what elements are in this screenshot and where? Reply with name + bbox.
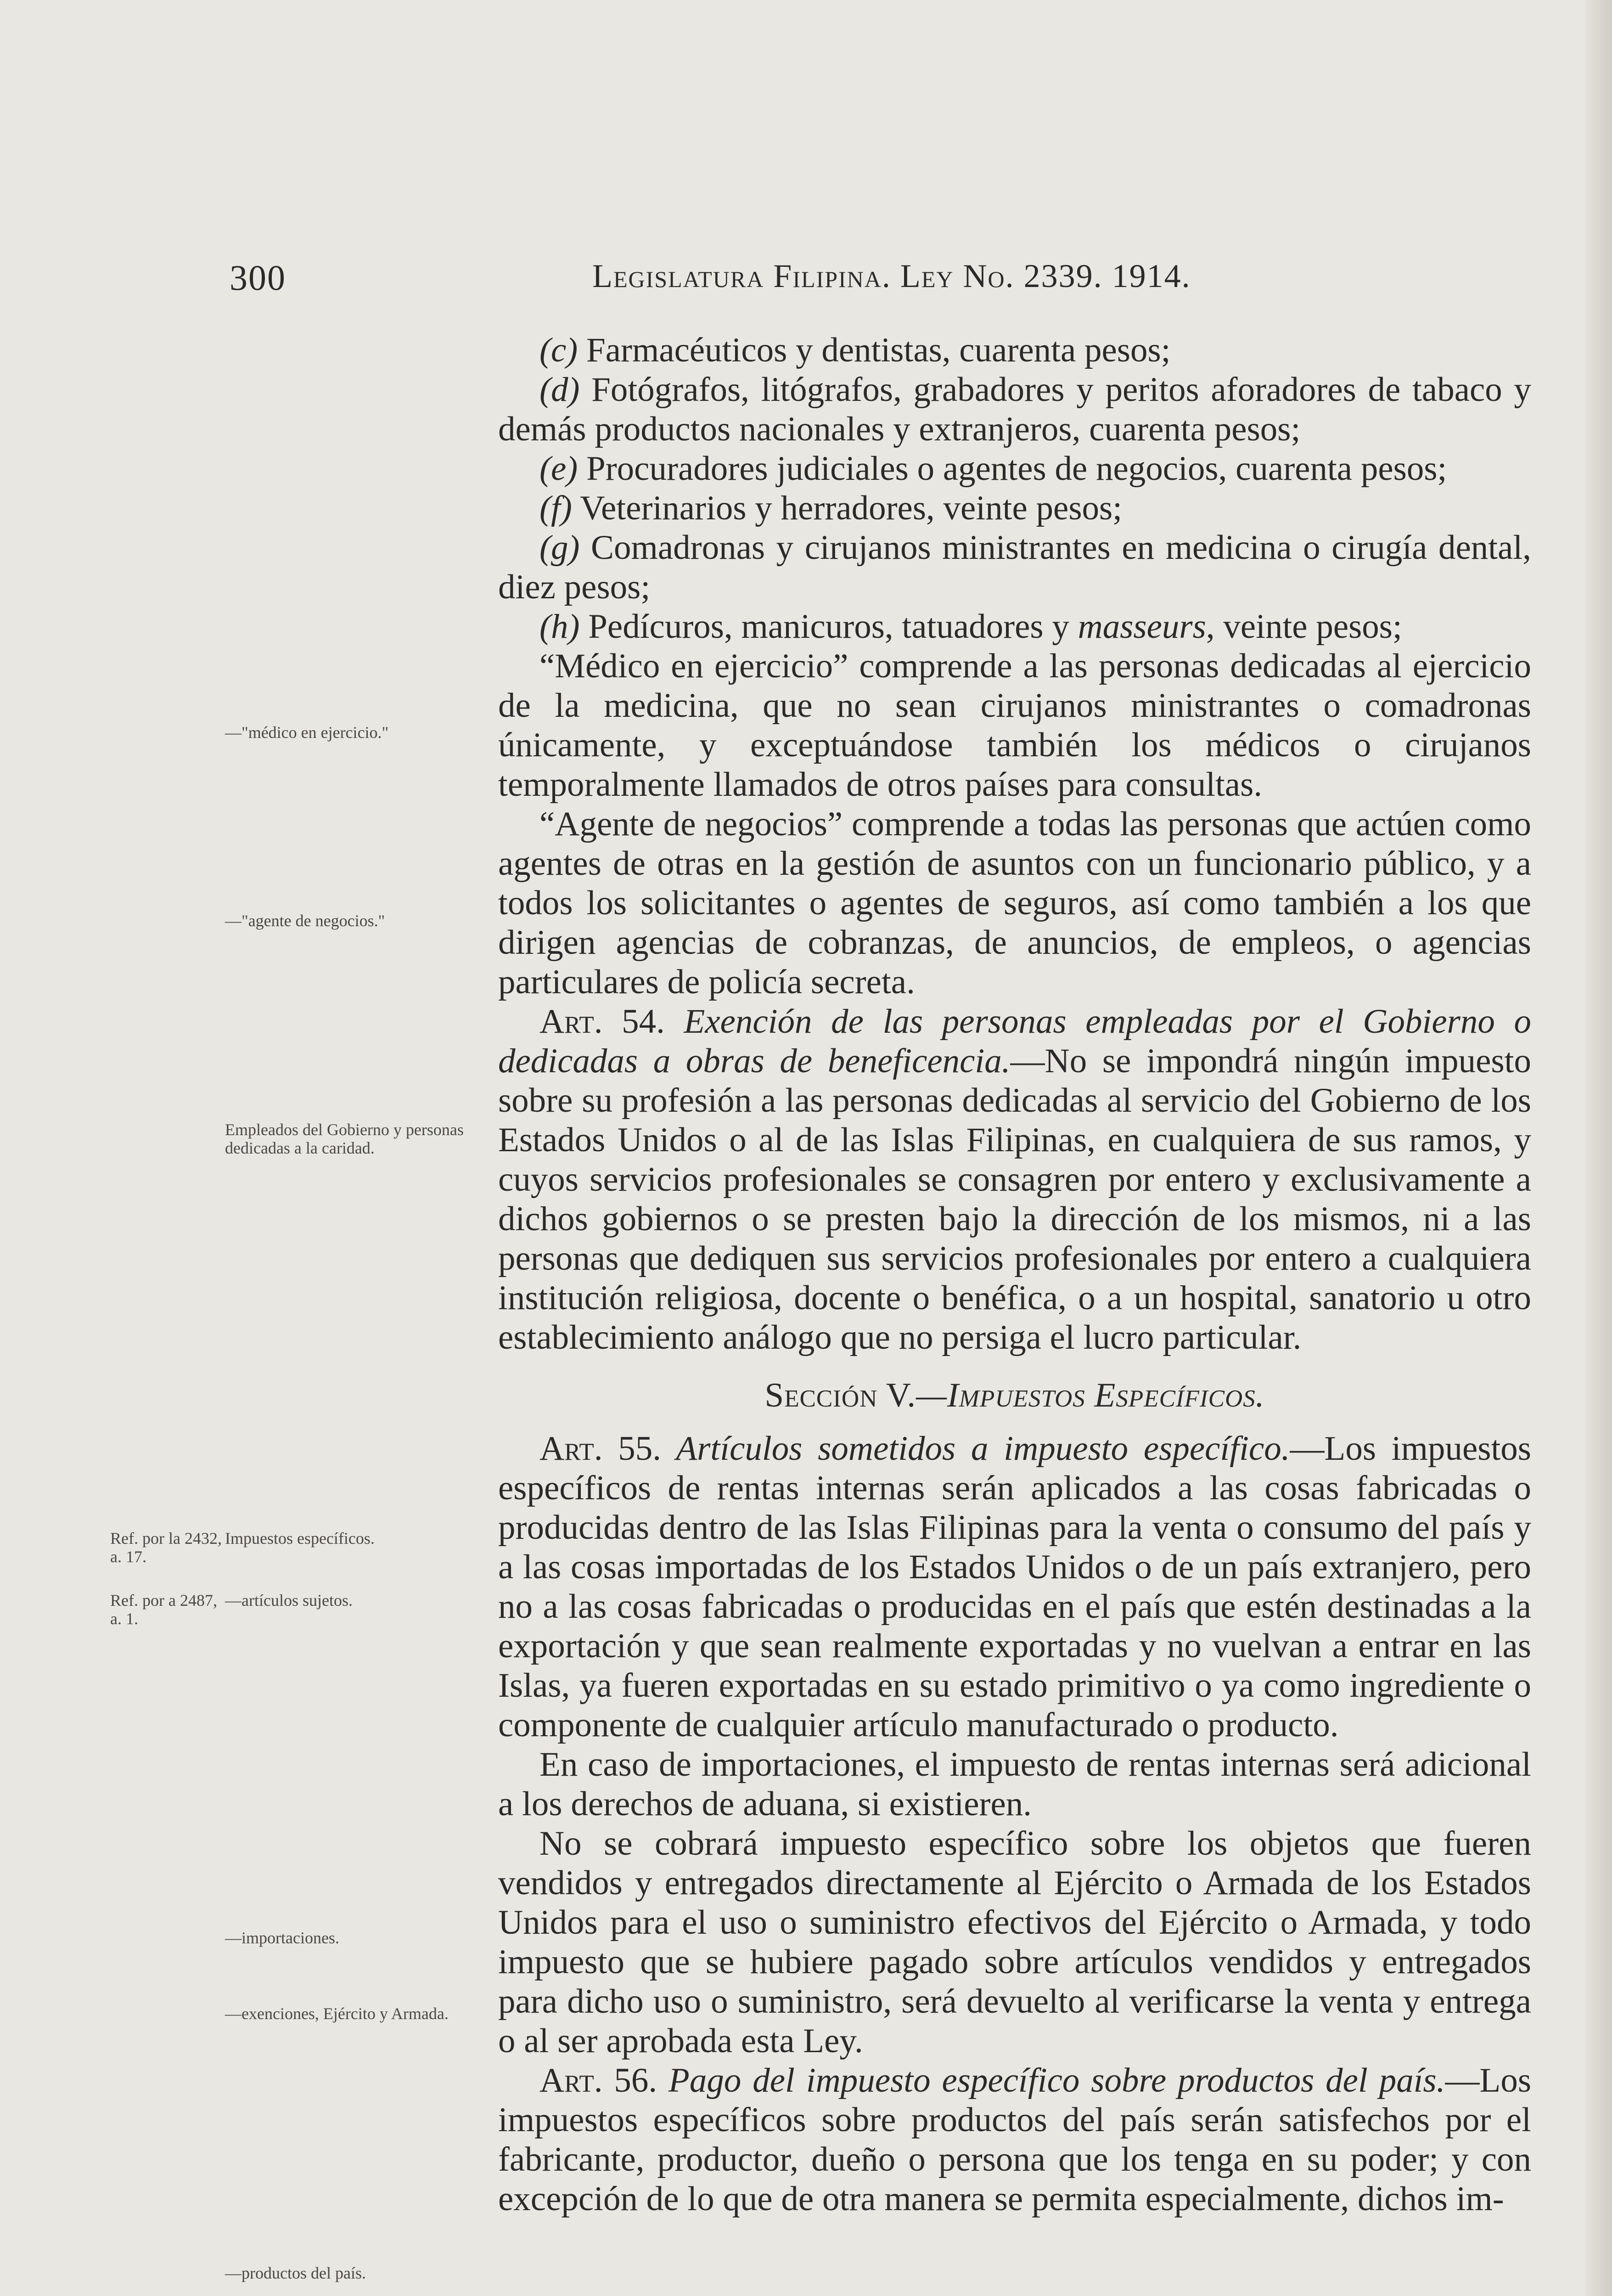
item-d-label: (d) [539, 371, 580, 409]
item-f-label: (f) [539, 489, 572, 527]
page-edge-shadow [1584, 0, 1612, 2296]
article-55-text: —Los impuestos específicos de rentas internas serán aplicados a las cosas fabricadas o producidas dentro de las Islas Filipinas para la venta o consumo del país y a las cosas importadas de los Estados Unidos o de un país extranjero, pero no a las cosas fabricadas o producidas en el país que estén destinadas a la exportación y que sean realmente exportadas y no vuelvan a entrar en las Islas, ya fueren exportadas en su estado primitivo o ya como ingrediente o componente de cualquier artículo manufacturado o producto. [498, 1429, 1531, 1744]
margin-note-productos: —productos del país. [225, 2264, 366, 2282]
item-e-label: (e) [539, 450, 578, 488]
item-g-text: Comadronas y cirujanos ministrantes en medicina o cirugía dental, diez pesos; [498, 529, 1531, 606]
margin-note-ref-1: Ref. por la 2432, a. 17. [110, 1529, 222, 1566]
item-c [498, 331, 1531, 370]
item-d-text: Fotógrafos, litógrafos, grabadores y peritos aforadores de tabaco y demás productos nacionales y extranjeros, cuarenta pesos; [498, 371, 1531, 448]
importaciones-paragraph: En caso de importaciones, el impuesto de rentas internas será adicional a los derechos de aduana, si existieren. [498, 1745, 1531, 1823]
item-e-text: Procuradores judiciales o agentes de negocios, cuarenta pesos; [578, 450, 1447, 488]
article-55-label: Art. 55. [539, 1429, 661, 1468]
article-55 [498, 1429, 1531, 1745]
running-title: Legislatura Filipina. Ley No. 2339. 1914. [592, 258, 1191, 294]
exenciones-paragraph: No se cobrará impuesto específico sobre los objetos que fueren vendidos y entregados directamente al Ejército o Armada de los Estados Unidos para el uso o suministro efectivos del Ejército o Armada, y todo impuesto que se hubiere pagado sobre artículos vendidos y entregados para dicho uso o suministro, será devuelto al verificarse la venta y entrega o al ser aprobada esta Ley. [498, 1824, 1531, 2060]
margin-note-agente: —"agente de negocios." [225, 912, 385, 930]
item-f-text: Veterinarios y herradores, veinte pesos; [572, 489, 1123, 527]
article-54-text: —No se impondrá ningún impuesto sobre su profesión a las personas dedicadas al servicio del Gobierno de los Estados Unidos o al de las Islas Filipinas, en cualquiera de sus ramos, y cuyos servicios profesionales se consagren por entero y exclusivamente a dichos gobiernos o se presten bajo la dirección de los mismos, ni a las personas que dediquen sus servicios profesionales por entero a cualquiera institución religiosa, docente o benéfica, o a un hospital, sanatorio u otro establecimiento análogo que no persiga el lucro particular. [498, 1042, 1531, 1356]
item-h-label: (h) [539, 608, 580, 646]
article-56 [498, 2061, 1531, 2219]
item-h-italic: masseurs [1078, 608, 1206, 646]
agente-definition: “Agente de negocios” comprende a todas las personas que actúen como agentes de otras en la gestión de asuntos con un funcionario público, y a todos los solicitantes o agentes de seguros, así como también a los que dirigen agencias de cobranzas, de anuncios, de empleos, o agencias particulares de policía secreta. [498, 805, 1531, 1001]
medico-definition: “Médico en ejercicio” comprende a las personas dedicadas al ejercicio de la medicina, que no sean cirujanos ministrantes o comadronas únicamente, y exceptuándose también los médicos o cirujanos temporalmente llamados de otros países para consultas. [498, 647, 1531, 804]
item-h-text-a: Pedícuros, manicuros, tatuadores y [579, 608, 1078, 646]
item-g-label: (g) [539, 529, 580, 567]
margin-note-articulos: —artículos sujetos. [225, 1591, 353, 1609]
margin-note-importaciones: —importaciones. [225, 1929, 339, 1947]
section-heading [498, 1376, 1531, 1415]
page-number: 300 [230, 258, 286, 298]
item-e [498, 449, 1531, 489]
item-g [498, 528, 1531, 607]
article-54-title: Exención de las personas empleadas por el Gobierno o dedicadas a obras de beneficencia. [498, 1002, 1531, 1080]
item-c-label: (c) [539, 331, 578, 369]
item-c-text: Farmacéuticos y dentistas, cuarenta pesos; [578, 331, 1171, 369]
page-header [230, 257, 1469, 312]
margin-note-ref-2: Ref. por a 2487, a. 1. [110, 1591, 217, 1628]
margin-note-impuestos: Impuestos específicos. [225, 1529, 375, 1548]
article-56-title: Pago del impuesto específico sobre productos del país. [657, 2061, 1445, 2099]
section-title: —Impuestos Específicos. [916, 1376, 1265, 1414]
item-d [498, 370, 1531, 449]
section-label: Sección V. [764, 1376, 916, 1414]
margin-note-empleados: Empleados del Gobierno y personas dedicadas a la caridad. [225, 1120, 464, 1157]
margin-note-medico: —"médico en ejercicio." [225, 723, 389, 742]
item-h-text-b: , veinte pesos; [1206, 608, 1402, 646]
item-f [498, 489, 1531, 528]
article-56-text: —Los impuestos específicos sobre productos del país serán satisfechos por el fabricante, productor, dueño o persona que los tenga en su poder; y con excepción de lo que de otra manera se permita especialmente, dichos im- [498, 2061, 1531, 2218]
article-56-label: Art. 56. [539, 2061, 657, 2099]
article-55-title: Artículos sometidos a impuesto específico. [661, 1429, 1290, 1468]
item-h [498, 607, 1531, 647]
article-54 [498, 1002, 1531, 1357]
article-54-label: Art. 54. [539, 1002, 665, 1041]
body-text [498, 331, 1531, 2219]
margin-note-exenciones: —exenciones, Ejército y Armada. [225, 2004, 449, 2023]
